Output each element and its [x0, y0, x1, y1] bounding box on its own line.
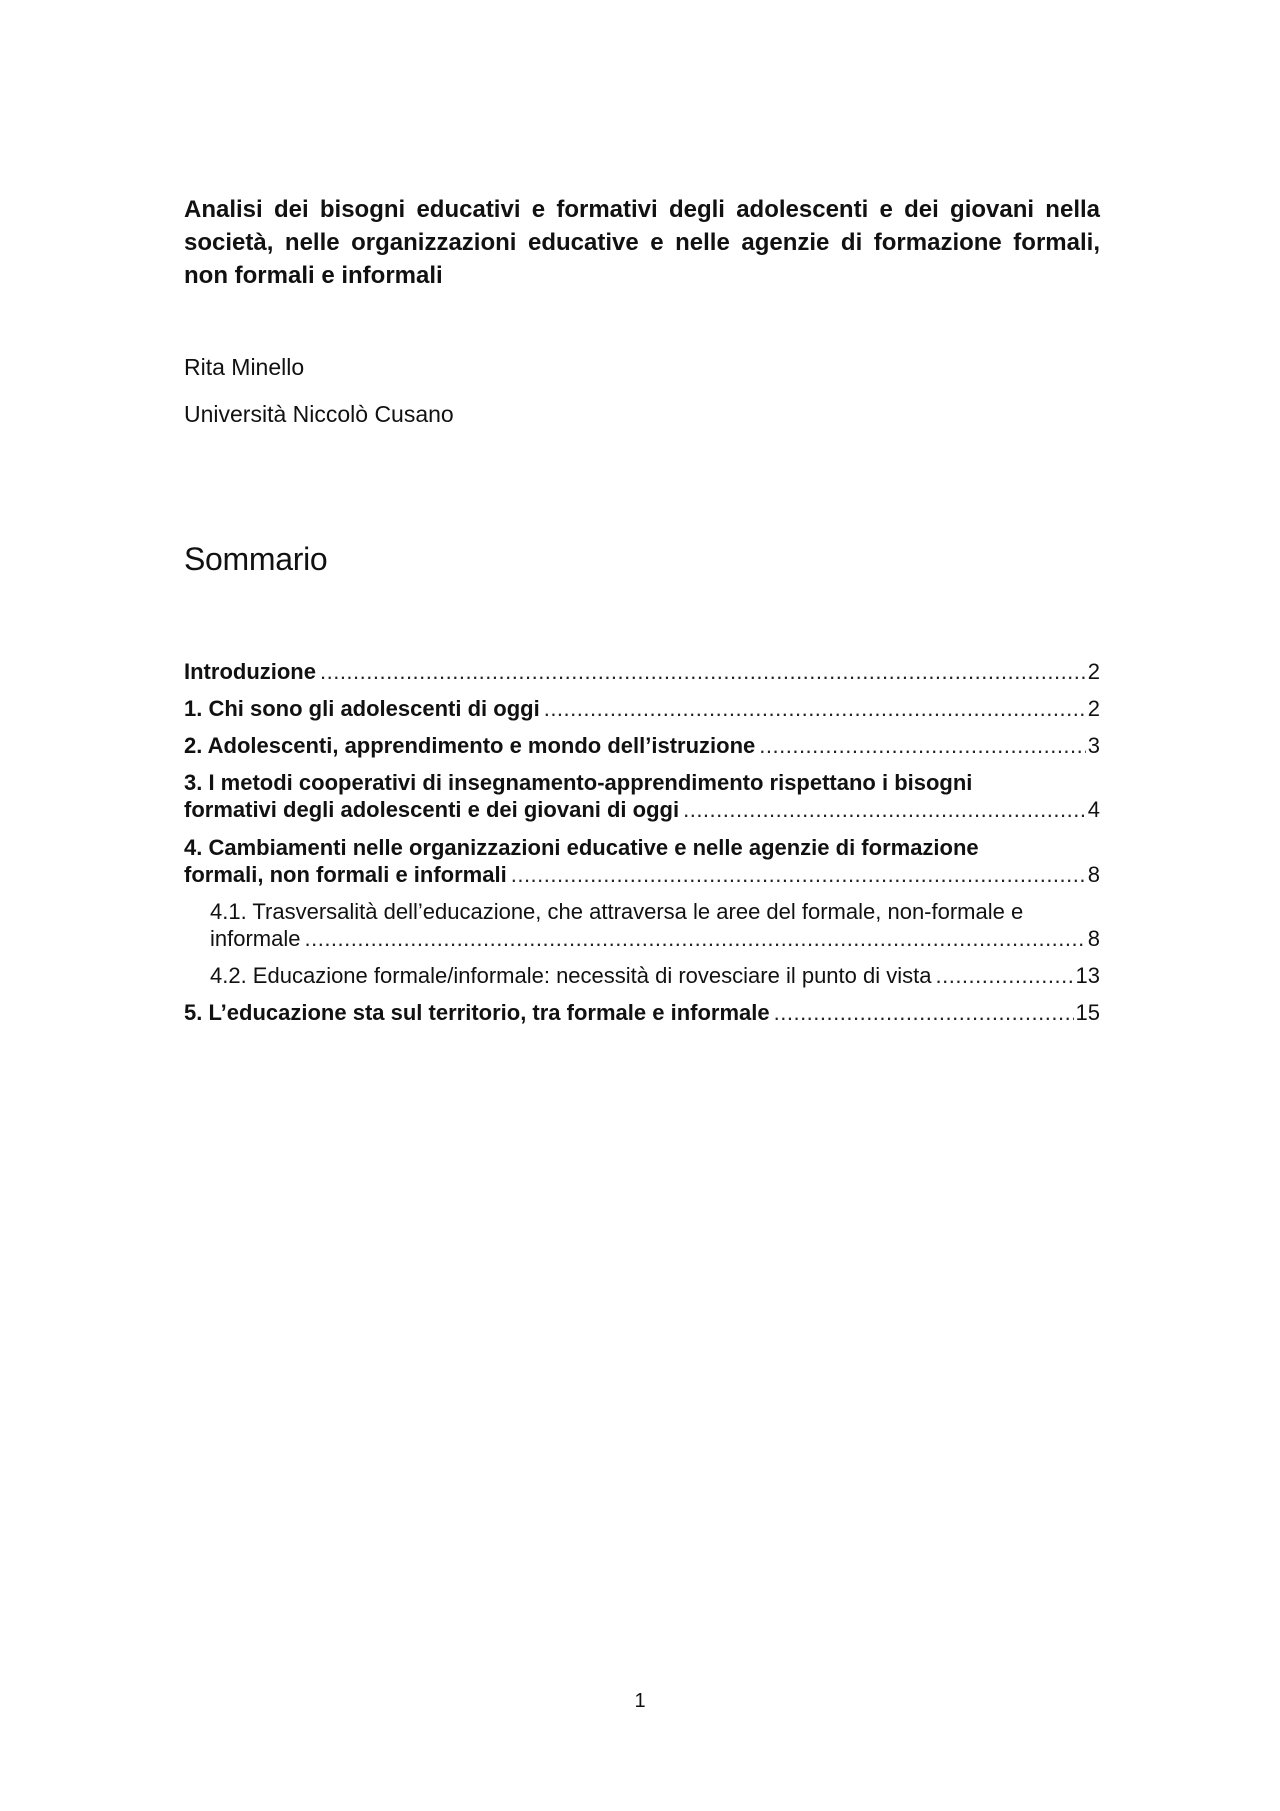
toc-heading: Sommario	[184, 541, 328, 577]
toc-entry-text: 5. L’educazione sta sul territorio, tra formale e informale	[184, 1000, 770, 1025]
author-name: Rita Minello	[184, 354, 305, 380]
toc-dot-leader	[511, 861, 1086, 888]
toc-dot-leader	[935, 962, 1073, 989]
page-number: 1	[634, 1690, 646, 1712]
toc-page-number: 4	[1087, 797, 1100, 822]
toc-entry-introduzione[interactable]	[184, 658, 1100, 685]
toc-page-number: 13	[1075, 963, 1100, 988]
toc-page-number: 2	[1087, 659, 1100, 684]
toc-page-number: 8	[1087, 862, 1100, 887]
toc-dot-leader	[759, 732, 1085, 759]
toc-entry-text: 1. Chi sono gli adolescenti di oggi	[184, 696, 540, 721]
toc-entry-text: 4.2. Educazione formale/informale: necessità di rovesciare il punto di vista	[210, 963, 932, 988]
toc-entry-trasversalita-educazione[interactable]	[210, 898, 1100, 952]
toc-entry-educazione-territorio[interactable]	[184, 999, 1100, 1026]
toc-entry-adolescenti-apprendimento[interactable]	[184, 732, 1100, 759]
toc-entry-text: formali, non formali e informali	[184, 862, 507, 887]
toc-page-number: 15	[1075, 1000, 1100, 1025]
author-affiliation: Università Niccolò Cusano	[184, 401, 454, 427]
toc-page-number: 8	[1087, 926, 1100, 951]
toc-entry-chi-sono-gli-adolescenti[interactable]	[184, 695, 1100, 722]
document-title: Analisi dei bisogni educativi e formativi degli adolescenti e dei giovani nella società, nelle organizzazioni educative e nelle agenzie di formazione formali, non formali e informali	[184, 196, 1100, 289]
toc-dot-leader	[304, 925, 1085, 952]
toc-entry-text: 2. Adolescenti, apprendimento e mondo dell’istruzione	[184, 733, 756, 758]
toc-entry-metodi-cooperativi[interactable]	[184, 769, 1100, 823]
table-of-contents	[184, 658, 1100, 1026]
toc-page-number: 3	[1087, 733, 1100, 758]
toc-dot-leader	[320, 658, 1086, 685]
toc-entry-text-line1: 4. Cambiamenti nelle organizzazioni educative e nelle agenzie di formazione	[184, 835, 979, 860]
toc-entry-text: Introduzione	[184, 659, 316, 684]
toc-entry-text: formativi degli adolescenti e dei giovani di oggi	[184, 797, 680, 822]
toc-entry-educazione-formale-informale[interactable]	[210, 962, 1100, 989]
toc-entry-text: informale	[210, 926, 301, 951]
toc-dot-leader	[544, 695, 1086, 722]
toc-page-number: 2	[1087, 696, 1100, 721]
toc-dot-leader	[683, 796, 1086, 823]
toc-entry-cambiamenti-organizzazioni[interactable]	[184, 834, 1100, 888]
toc-entry-text-line1: 3. I metodi cooperativi di insegnamento-apprendimento rispettano i bisogni	[184, 770, 973, 795]
toc-dot-leader	[774, 999, 1074, 1026]
toc-entry-text-line1: 4.1. Trasversalità dell’educazione, che attraversa le aree del formale, non-formale e	[210, 899, 1024, 924]
